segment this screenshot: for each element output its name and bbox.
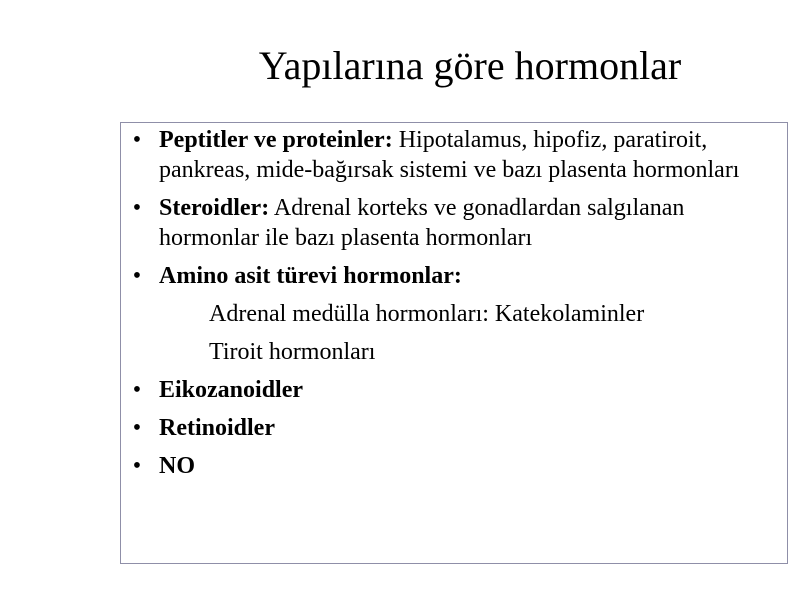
bullet-item-retinoids <box>127 413 781 443</box>
bullet-item-eicosanoids <box>127 375 781 405</box>
bullet-text: Hipotalamus, hipofiz, paratiroit, pankreas, mide-bağırsak sistemi ve bazı plasenta hormonları <box>159 127 740 183</box>
bullet-item-peptides <box>127 125 781 185</box>
bullet-lead: Amino asit türevi hormonlar: <box>159 263 462 289</box>
bullet-icon: • <box>132 263 142 289</box>
sub-item-thyroid: Tiroit hormonları <box>209 339 376 365</box>
slide-title: Yapılarına göre hormonlar <box>258 43 682 88</box>
bullet-item-steroids <box>127 193 781 253</box>
bullet-lead: Peptitler ve proteinler: <box>159 127 393 153</box>
bullet-icon: • <box>132 127 142 153</box>
bullet-lead: Steroidler: <box>159 195 270 221</box>
bullet-icon: • <box>132 195 142 221</box>
bullet-list <box>127 125 781 489</box>
bullet-lead: Eikozanoidler <box>159 377 304 403</box>
bullet-item-amino-acid <box>127 261 781 291</box>
bullet-icon: • <box>132 377 142 403</box>
bullet-lead: NO <box>159 453 195 479</box>
bullet-text: Adrenal korteks ve gonadlardan salgılanan hormonlar ile bazı plasenta hormonları <box>159 195 685 251</box>
bullet-icon: • <box>132 415 142 441</box>
bullet-icon: • <box>132 453 142 479</box>
content-box <box>120 122 788 564</box>
bullet-lead: Retinoidler <box>159 415 275 441</box>
sub-item-adrenal-medulla: Adrenal medülla hormonları: Katekolaminler <box>209 301 645 327</box>
bullet-item-no <box>127 451 781 481</box>
